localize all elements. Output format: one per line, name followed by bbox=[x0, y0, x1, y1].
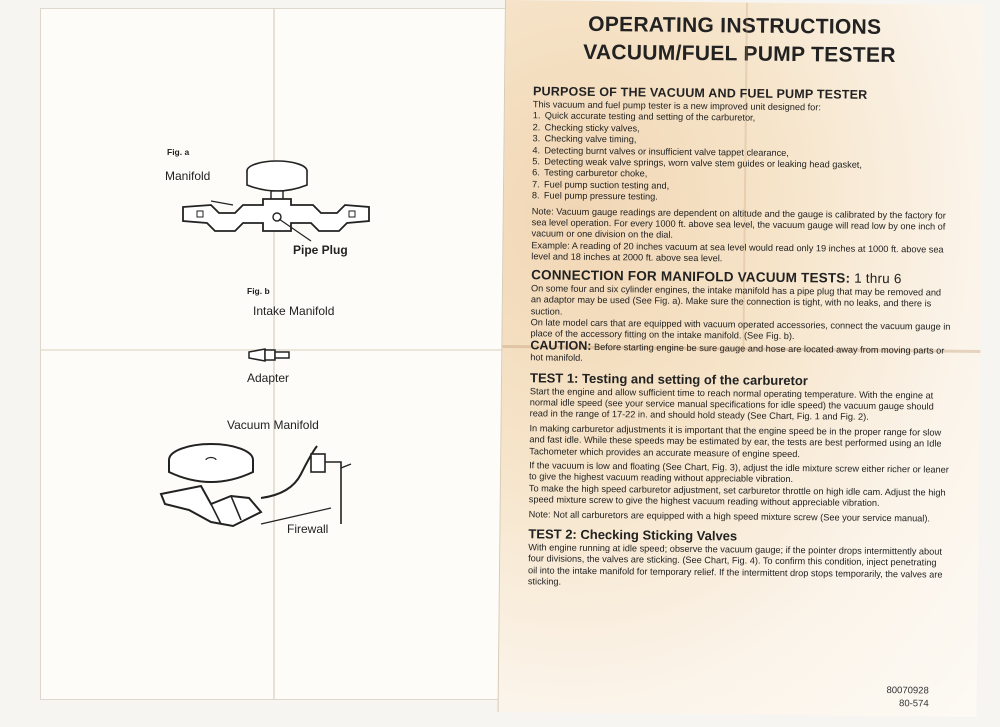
test2-heading: TEST 2: Checking Sticking Valves bbox=[528, 526, 738, 544]
vacuum-manifold-label: Vacuum Manifold bbox=[227, 418, 319, 432]
manifold-diagram bbox=[171, 149, 381, 269]
right-page bbox=[498, 0, 984, 717]
fig-b-label: Fig. b bbox=[247, 286, 270, 296]
altitude-note: Note: Vacuum gauge readings are dependent on altitude and the gauge is calibrated by the factory for sea level operation. For every 1000 ft. above sea level, the vacuum gauge will read low by one inch of vacuum or one division on the dial. bbox=[531, 205, 946, 241]
list-item: 5. Detecting weak valve springs, worn valve stem guides or leaking head gasket, bbox=[532, 156, 863, 170]
instructions-content bbox=[528, 84, 953, 592]
adapter-label: Adapter bbox=[247, 371, 290, 385]
list-item: 1. Quick accurate testing and setting of the carburetor, bbox=[532, 110, 756, 124]
list-item: 2. Checking sticky valves, bbox=[532, 122, 640, 134]
left-page bbox=[40, 8, 512, 700]
manifold-label: Manifold bbox=[165, 169, 211, 183]
adapter-diagram bbox=[247, 346, 297, 366]
test1-paragraph-2: In making carburetor adjustments it is important that the engine speed be in the proper range for slow and fast idle. While these speeds may be estimated by ear, the tests are best performed using an Idle Tachometer which provides an accurate measure of engine speed. bbox=[529, 423, 942, 459]
firewall-label: Firewall bbox=[287, 522, 329, 536]
list-item: 4. Detecting burnt valves or insufficient valve tappet clearance, bbox=[532, 144, 789, 158]
list-item: 3. Checking valve timing, bbox=[532, 133, 637, 145]
intake-manifold-label: Intake Manifold bbox=[253, 304, 335, 318]
purpose-list bbox=[532, 111, 953, 207]
vacuum-hookup-diagram bbox=[141, 434, 371, 544]
test1-paragraph-3: If the vacuum is low and floating (See Chart, Fig. 3), adjust the idle mixture screw either richer or leaner to give the highest vacuum reading without appreciable vibration. bbox=[528, 460, 949, 485]
list-item: 7. Fuel pump suction testing and, bbox=[532, 179, 670, 191]
purpose-heading: PURPOSE OF THE VACUUM AND FUEL PUMP TESTER bbox=[532, 84, 868, 102]
title-line-1: OPERATING INSTRUCTIONS bbox=[588, 12, 882, 39]
title-line-2: VACUUM/FUEL PUMP TESTER bbox=[583, 40, 896, 68]
fig-a-label: Fig. a bbox=[167, 147, 190, 157]
altitude-example: Example: A reading of 20 inches vacuum at sea level would read only 19 inches at 1000 ft. above sea level and 18 inches at 2000 ft. above sea level. bbox=[531, 240, 944, 264]
list-item: 6. Testing carburetor choke, bbox=[532, 167, 648, 179]
caution-paragraph: CAUTION: Before starting engine be sure gauge and hose are located away from moving parts or hot manifold. bbox=[530, 338, 945, 363]
pipe-plug-label: Pipe Plug bbox=[293, 243, 348, 257]
connection-heading: CONNECTION FOR MANIFOLD VACUUM TESTS: 1 thru 6 bbox=[531, 266, 902, 286]
document-codes bbox=[886, 684, 929, 710]
code-2: 80-574 bbox=[899, 698, 929, 710]
test1-note: Note: Not all carburetors are equipped with a high speed mixture screw (See your service manual). bbox=[528, 508, 931, 524]
test1-paragraph-4: To make the high speed carburetor adjustment, set carburetor throttle on high idle cam. Adjust the high speed mixture screw to give the highest vacuum reading without appreciable vibration. bbox=[528, 483, 946, 509]
list-item: 8. Fuel pump pressure testing. bbox=[531, 190, 658, 202]
test2-paragraph-1: With engine running at idle speed; observe the vacuum gauge; if the pointer drops intermittently about four divisions, the valves are sticking. (See Chart, Fig. 4). To confirm this condition, inject penetrating oil into the intake manifold for temporary relief. If the intermittent drop stops temporarily, the valves are sticking. bbox=[527, 542, 943, 587]
test1-heading: TEST 1: Testing and setting of the carburetor bbox=[529, 369, 808, 388]
test1-paragraph-1: Start the engine and allow sufficient time to reach normal operating temperature. With the engine at normal idle speed (see your service manual specifications for idle speed) the vacuum gauge should read in the range of 17-22 in. and should hold steady (See Chart, Fig. 1 and Fig. 2). bbox=[529, 385, 934, 423]
connection-paragraph-2: On late model cars that are equipped with vacuum operated accessories, connect the vacuum gauge in place of the accessory fitting on the intake manifold. (See Fig. b). bbox=[530, 317, 951, 342]
purpose-intro: This vacuum and fuel pump tester is a new improved unit designed for: bbox=[532, 99, 821, 113]
connection-paragraph-1: On some four and six cylinder engines, the intake manifold has a pipe plug that may be removed and an adaptor may be used (See Fig. a). Make sure the connection is tight, with no leaks, and there is suction. bbox=[530, 282, 942, 317]
code-1: 80070928 bbox=[886, 685, 929, 697]
